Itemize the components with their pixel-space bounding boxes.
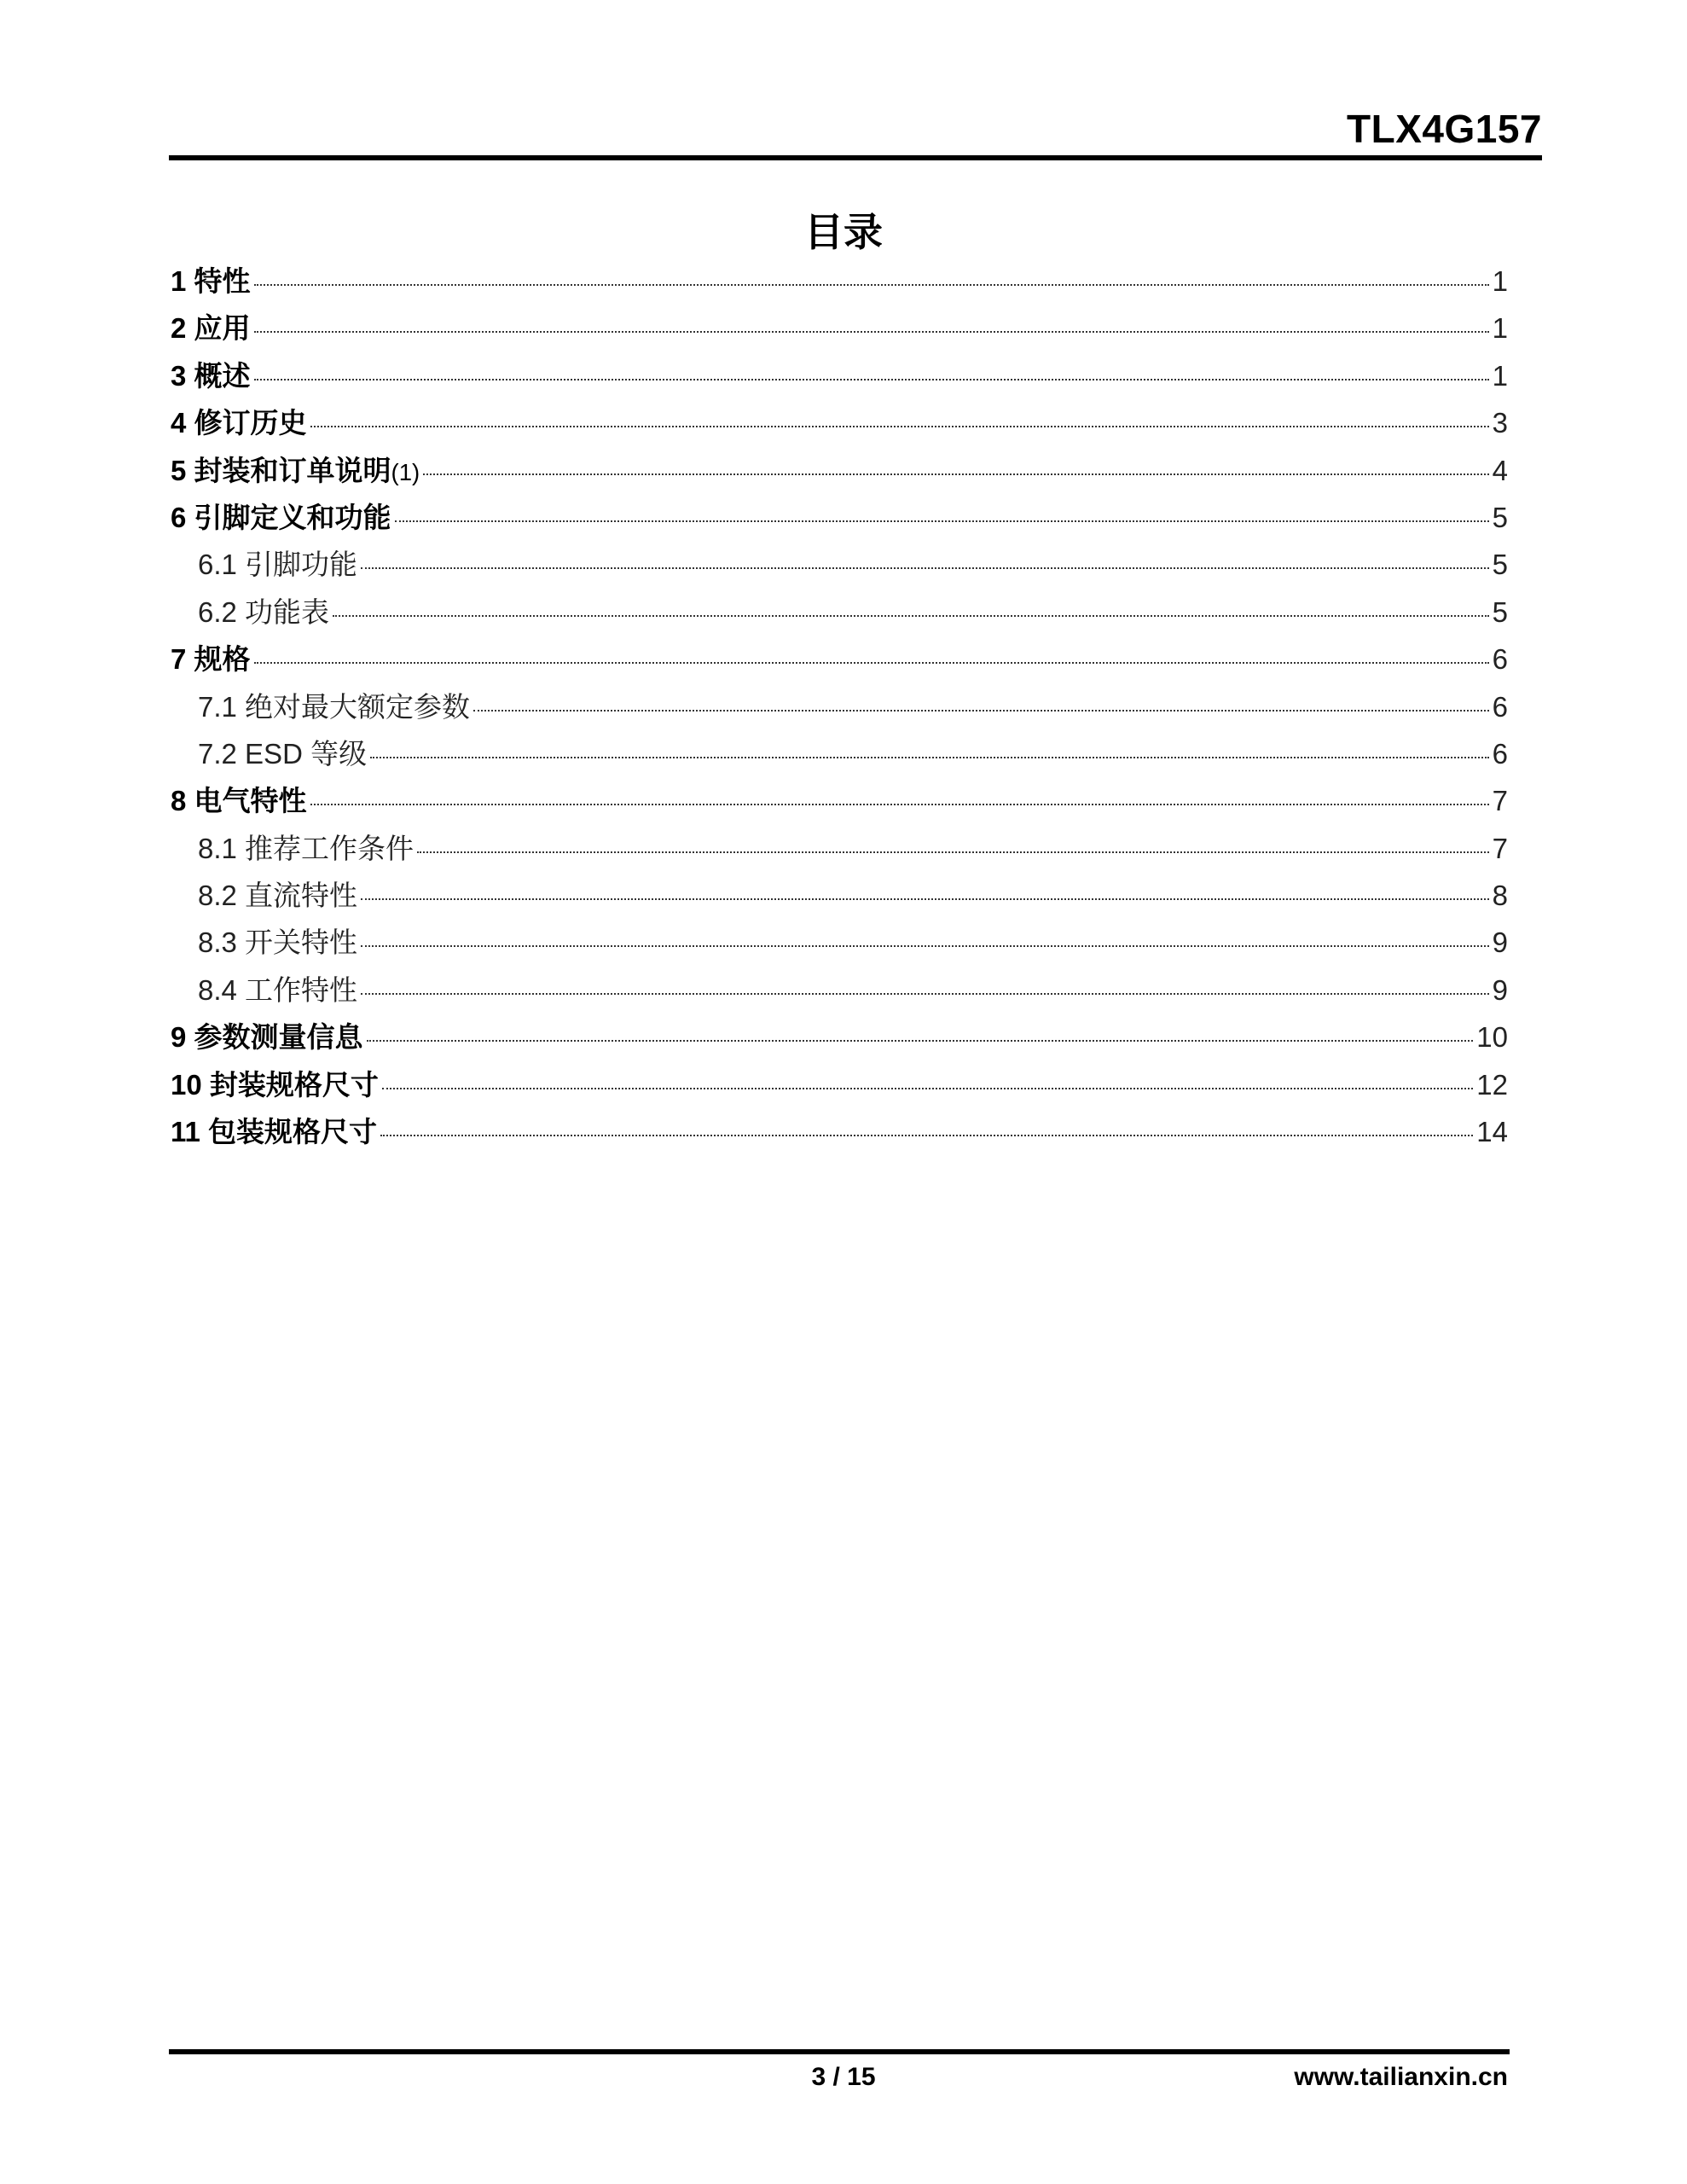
toc-entry-page[interactable]: 6 (1492, 643, 1508, 676)
toc-entry-label[interactable]: 3 概述 (171, 359, 251, 392)
toc-dot-leader (423, 473, 1488, 475)
toc-entry-page[interactable]: 9 (1492, 926, 1508, 959)
toc-entry[interactable] (171, 1110, 1508, 1157)
toc-entry-label[interactable]: 11 包装规格尺寸 (171, 1116, 378, 1148)
toc-entry-page[interactable]: 1 (1492, 265, 1508, 297)
toc-entry-label[interactable]: 8.1 推荐工作条件 (198, 832, 415, 864)
toc-entry-page[interactable]: 9 (1492, 973, 1508, 1006)
toc-entry[interactable] (171, 259, 1508, 306)
toc-entry[interactable] (171, 496, 1508, 543)
toc-heading: 目录 (804, 210, 883, 254)
toc-entry-page[interactable]: 8 (1492, 880, 1508, 912)
toc-dot-leader (333, 615, 1489, 617)
toc-entry[interactable] (171, 874, 1508, 921)
page-indicator: 3 / 15 (811, 2063, 876, 2091)
toc-entry[interactable] (171, 543, 1508, 590)
toc-entry-label[interactable]: 8.2 直流特性 (198, 880, 358, 912)
toc-dot-leader (254, 379, 1489, 380)
footer-divider (169, 2049, 1510, 2054)
toc-entry-label[interactable]: 5 封装和订单说明 (171, 454, 391, 486)
toc-entry-label[interactable]: 7.1 绝对最大额定参数 (198, 690, 471, 723)
toc-entry[interactable] (171, 306, 1508, 353)
toc-entry-label[interactable]: 10 封装规格尺寸 (171, 1068, 379, 1101)
toc-dot-leader (310, 804, 1489, 805)
toc-entry[interactable] (171, 590, 1508, 637)
toc-dot-leader (254, 662, 1489, 664)
toc-dot-leader (417, 851, 1489, 853)
toc-entry-page[interactable]: 4 (1492, 454, 1508, 486)
toc-entry-label[interactable]: 7.2 ESD 等级 (198, 737, 368, 770)
toc-entry[interactable] (171, 779, 1508, 826)
toc-entry-page[interactable]: 5 (1492, 549, 1508, 581)
toc-entry-page[interactable]: 12 (1476, 1068, 1508, 1101)
toc-entry-page[interactable]: 6 (1492, 690, 1508, 723)
toc-dot-leader (380, 1135, 1473, 1136)
toc-entry-label[interactable]: 1 特性 (171, 265, 251, 297)
website-link[interactable]: www.tailianxin.cn (1294, 2063, 1508, 2091)
toc-entry[interactable] (171, 401, 1508, 448)
toc-entry[interactable] (171, 968, 1508, 1015)
toc-entry-page[interactable]: 1 (1492, 312, 1508, 345)
toc-entry-label[interactable]: 6 引脚定义和功能 (171, 501, 391, 533)
toc-dot-leader (310, 426, 1489, 427)
toc-entry-page[interactable]: 5 (1492, 501, 1508, 533)
toc-entry-page[interactable]: 5 (1492, 595, 1508, 628)
document-part-number: TLX4G157 (1347, 107, 1542, 151)
table-of-contents (171, 259, 1508, 1157)
toc-entry-label[interactable]: 7 规格 (171, 643, 251, 676)
toc-entry-page[interactable]: 1 (1492, 359, 1508, 392)
toc-entry-page[interactable]: 7 (1492, 832, 1508, 864)
toc-dot-leader (370, 757, 1489, 758)
toc-dot-leader (254, 331, 1489, 333)
toc-entry-page[interactable]: 10 (1476, 1021, 1508, 1054)
toc-dot-leader (361, 993, 1489, 995)
toc-dot-leader (382, 1088, 1473, 1089)
toc-entry-label[interactable]: 9 参数测量信息 (171, 1021, 363, 1054)
toc-dot-leader (361, 945, 1489, 947)
toc-entry[interactable] (171, 637, 1508, 684)
toc-dot-leader (473, 710, 1489, 712)
toc-entry[interactable] (171, 827, 1508, 874)
toc-entry-page[interactable]: 3 (1492, 407, 1508, 439)
toc-dot-leader (361, 567, 1489, 569)
toc-entry-label[interactable]: 2 应用 (171, 312, 251, 345)
toc-entry-label[interactable]: 8 电气特性 (171, 785, 307, 817)
toc-entry-label[interactable]: 8.4 工作特性 (198, 973, 358, 1006)
toc-entry[interactable] (171, 354, 1508, 401)
toc-entry[interactable] (171, 685, 1508, 732)
toc-entry[interactable] (171, 921, 1508, 967)
toc-entry-page[interactable]: 7 (1492, 785, 1508, 817)
toc-entry-label[interactable]: 6.1 引脚功能 (198, 549, 358, 581)
toc-dot-leader (361, 898, 1489, 900)
toc-entry-label[interactable]: 8.3 开关特性 (198, 926, 358, 959)
toc-dot-leader (395, 520, 1489, 522)
toc-entry-page[interactable]: 6 (1492, 737, 1508, 770)
toc-entry-note: (1) (391, 458, 420, 485)
toc-entry-page[interactable]: 14 (1476, 1116, 1508, 1148)
toc-entry[interactable] (171, 1063, 1508, 1110)
toc-entry[interactable] (171, 449, 1508, 496)
header-divider (169, 155, 1542, 160)
toc-entry[interactable] (171, 1015, 1508, 1062)
toc-entry[interactable] (171, 732, 1508, 779)
toc-entry-label[interactable]: 6.2 功能表 (198, 595, 330, 628)
toc-dot-leader (367, 1040, 1474, 1042)
toc-dot-leader (254, 284, 1489, 286)
toc-entry-label[interactable]: 4 修订历史 (171, 407, 307, 439)
